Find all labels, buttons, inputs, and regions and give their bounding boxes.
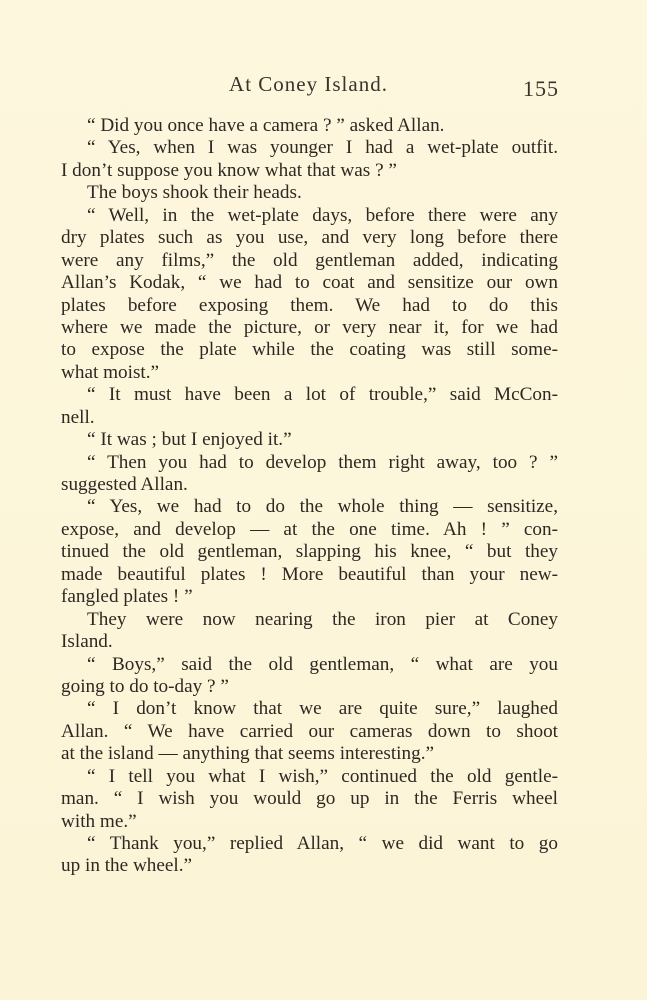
text-line: nell. [61,406,95,428]
text-line: expose, and develop — at the one time. Ah ! ” con- [61,518,558,540]
text-line: were any films,” the old gentleman added, indicating [61,249,558,271]
text-line: at the island — anything that seems interesting.” [61,743,435,765]
text-line: to expose the plate while the coating was still some- [61,339,558,361]
text-line: “ Well, in the wet-plate days, before there were any [87,204,558,226]
text-line: with me.” [61,810,137,832]
body-text [61,115,558,878]
text-line: “ Thank you,” replied Allan, “ we did want to go [87,833,558,854]
text-line: what moist.” [61,361,160,383]
text-line: up in the wheel.” [61,855,193,877]
text-line: “ Yes, when I was younger I had a wet-plate outfit. [87,137,558,159]
text-line: “ Boys,” said the old gentleman, “ what are you [87,653,558,675]
text-line: The boys shook their heads. [87,182,302,204]
text-line: I don’t suppose you know what that was ? ” [61,159,397,181]
text-line: Allan. “ We have carried our cameras down to shoot [61,720,558,742]
text-line: “ It was ; but I enjoyed it.” [87,429,292,451]
text-line: dry plates such as you use, and very long before there [61,227,558,249]
text-line: plates before exposing them. We had to do this [61,294,558,316]
text-line: “ Did you once have a camera ? ” asked Allan. [87,115,445,136]
text-line: suggested Allan. [61,474,188,495]
text-line: made beautiful plates ! More beautiful than your new- [61,563,558,585]
text-line: tinued the old gentleman, slapping his knee, “ but they [61,541,558,563]
text-line: “ Then you had to develop them right away, too ? ” [87,451,558,473]
text-line: man. “ I wish you would go up in the Ferris wheel [61,788,558,810]
running-title: At Coney Island. [229,72,388,96]
text-line: Island. [61,631,113,653]
page-number: 155 [523,76,559,101]
text-line: fangled plates ! ” [61,586,193,608]
text-line: “ I tell you what I wish,” continued the old gentle- [87,765,558,787]
text-line: going to do to-day ? ” [61,675,229,697]
running-head [60,72,557,102]
text-line: where we made the picture, or very near it, for we had [61,316,558,338]
text-line: “ It must have been a lot of trouble,” said McCon- [87,384,558,406]
text-line: They were now nearing the iron pier at Coney [87,608,558,630]
text-line: “ I don’t know that we are quite sure,” laughed [87,698,558,720]
text-line: Allan’s Kodak, “ we had to coat and sensitize our own [61,272,558,294]
text-line: “ Yes, we had to do the whole thing — sensitize, [87,496,558,518]
